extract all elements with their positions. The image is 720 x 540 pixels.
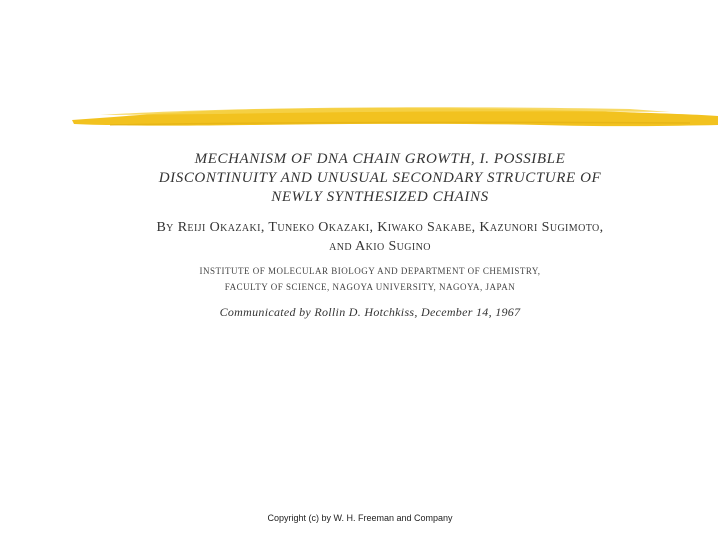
institution-line-1: INSTITUTE OF MOLECULAR BIOLOGY AND DEPARTMENT OF CHEMISTRY, — [199, 266, 541, 276]
paper-title-line-3: NEWLY SYNTHESIZED CHAINS — [271, 189, 489, 205]
paper-title-line-1: MECHANISM OF DNA CHAIN GROWTH, I. POSSIBLE — [194, 151, 566, 167]
highlighter-stroke-decoration — [70, 98, 720, 134]
institution-line-2: FACULTY OF SCIENCE, NAGOYA UNIVERSITY, NAGOYA, JAPAN — [224, 282, 516, 292]
paper-authors-line-1: By Reiji Okazaki, Tuneko Okazaki, Kiwako Sakabe, Kazunori Sugimoto, — [156, 220, 604, 235]
paper-title-line-2: DISCONTINUITY AND UNUSUAL SECONDARY STRUCTURE OF — [158, 170, 602, 186]
paper-authors-line-2: and Akio Sugino — [329, 239, 431, 254]
copyright-footer: Copyright (c) by W. H. Freeman and Company — [267, 513, 453, 523]
communicated-by: Communicated by Rollin D. Hotchkiss, December 14, 1967 — [219, 305, 521, 319]
